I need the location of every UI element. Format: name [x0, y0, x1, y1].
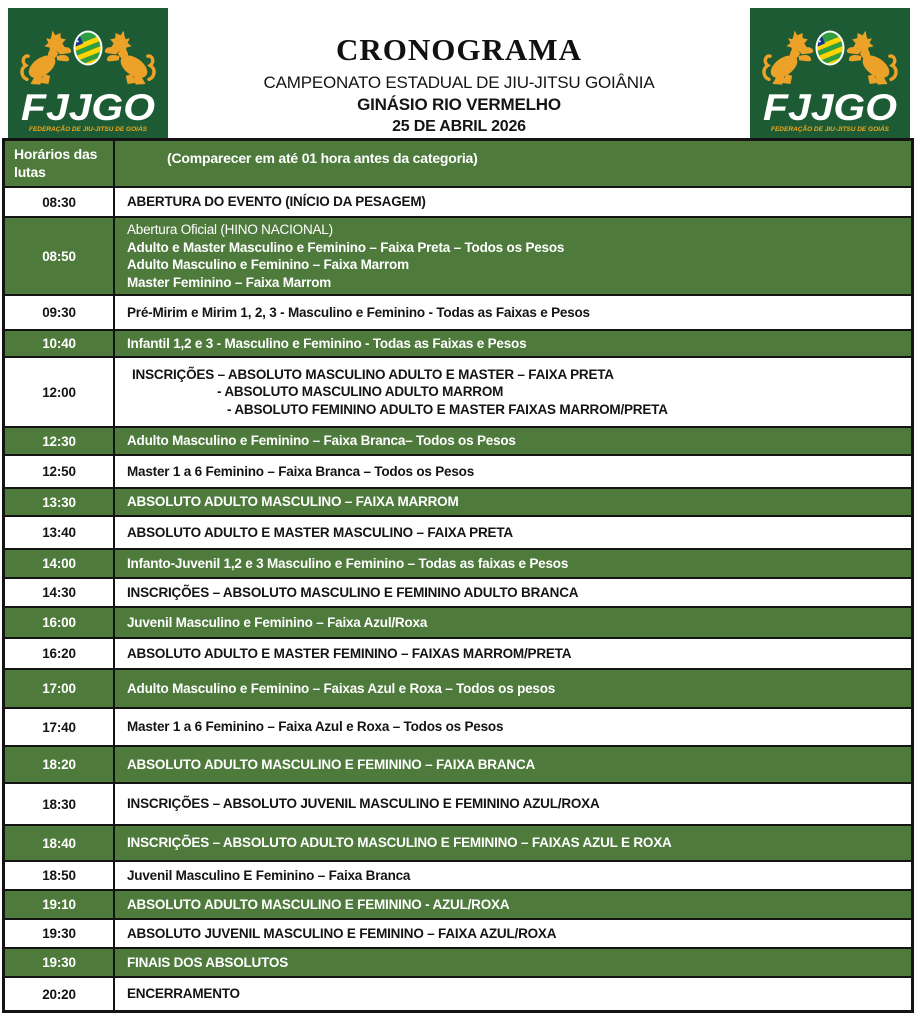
table-row — [5, 428, 911, 456]
event-cell — [115, 891, 911, 918]
event-text: ABSOLUTO JUVENIL MASCULINO E FEMININO – FAIXA AZUL/ROXA — [127, 925, 557, 941]
event-cell — [115, 428, 911, 454]
time-cell: 19:30 — [5, 920, 115, 947]
time-cell: 13:40 — [5, 517, 115, 548]
time-cell: 14:00 — [5, 550, 115, 577]
table-row — [5, 978, 911, 1010]
championship-subtitle: CAMPEONATO ESTADUAL DE JIU-JITSU GOIÂNIA — [263, 73, 655, 92]
note-column-header: (Comparecer em até 01 hora antes da categoria) — [167, 150, 478, 166]
event-cell — [115, 978, 911, 1010]
table-row — [5, 862, 911, 891]
event-text: Adulto Masculino e Feminino – Faixa Marrom — [127, 257, 409, 273]
event-cell — [115, 188, 911, 216]
event-cell — [115, 331, 911, 356]
event-cell — [115, 784, 911, 824]
table-row — [5, 949, 911, 978]
table-header-row — [5, 141, 911, 188]
event-cell — [115, 608, 911, 637]
table-row — [5, 296, 911, 331]
event-cell — [115, 670, 911, 707]
event-cell — [115, 517, 911, 548]
time-cell: 08:50 — [5, 218, 115, 294]
time-cell: 19:30 — [5, 949, 115, 976]
schedule-table — [2, 138, 914, 1013]
event-cell — [115, 456, 911, 487]
event-cell — [115, 920, 911, 947]
time-cell: 19:10 — [5, 891, 115, 918]
logo-federation-label: FEDERAÇÃO DE JIU-JITSU DE GOIÁS — [771, 126, 888, 133]
table-row — [5, 920, 911, 949]
table-row — [5, 188, 911, 218]
time-cell: 18:30 — [5, 784, 115, 824]
event-text: - ABSOLUTO MASCULINO ADULTO MARROM — [217, 384, 504, 400]
time-cell: 16:00 — [5, 608, 115, 637]
event-cell — [115, 550, 911, 577]
event-text: Infantil 1,2 e 3 - Masculino e Feminino - Todas as Faixas e Pesos — [127, 335, 527, 351]
event-text: ABERTURA DO EVENTO (INÍCIO DA PESAGEM) — [127, 194, 426, 210]
time-cell: 14:30 — [5, 579, 115, 606]
event-cell — [115, 358, 911, 426]
event-text: ABSOLUTO ADULTO MASCULINO – FAIXA MARROM — [127, 494, 459, 510]
table-row — [5, 218, 911, 296]
date-subtitle: 25 DE ABRIL 2026 — [392, 118, 526, 135]
event-text: Juvenil Masculino e Feminino – Faixa Azul/Roxa — [127, 614, 428, 630]
time-cell: 10:40 — [5, 331, 115, 356]
table-row — [5, 608, 911, 639]
event-text: ABSOLUTO ADULTO MASCULINO E FEMININO – FAIXA BRANCA — [127, 756, 536, 772]
fjjgo-logo-right — [750, 8, 910, 138]
logo-acronym: FJJGO — [21, 87, 156, 128]
document-header — [0, 0, 916, 135]
table-row — [5, 456, 911, 489]
fjjgo-logo-left — [8, 8, 168, 138]
time-cell: 18:50 — [5, 862, 115, 889]
event-text: - ABSOLUTO FEMININO ADULTO E MASTER FAIXAS MARROM/PRETA — [227, 401, 668, 417]
event-text: Master Feminino – Faixa Marrom — [127, 274, 332, 290]
event-text: ENCERRAMENTO — [127, 986, 240, 1002]
time-cell: 08:30 — [5, 188, 115, 216]
event-cell — [115, 296, 911, 329]
table-row — [5, 709, 911, 747]
table-row — [5, 784, 911, 826]
time-cell: 13:30 — [5, 489, 115, 515]
event-text: Master 1 a 6 Feminino – Faixa Azul e Roxa – Todos os Pesos — [127, 719, 504, 735]
event-cell — [115, 639, 911, 668]
table-row — [5, 891, 911, 920]
time-cell: 17:00 — [5, 670, 115, 707]
event-cell — [115, 218, 911, 294]
table-row — [5, 550, 911, 579]
event-text: Infanto-Juvenil 1,2 e 3 Masculino e Feminino – Todas as faixas e Pesos — [127, 555, 569, 571]
table-row — [5, 331, 911, 358]
title-block — [168, 8, 750, 136]
table-row — [5, 489, 911, 517]
event-text: INSCRIÇÕES – ABSOLUTO MASCULINO E FEMININO ADULTO BRANCA — [127, 584, 579, 600]
table-row — [5, 639, 911, 670]
event-text: FINAIS DOS ABSOLUTOS — [127, 954, 289, 970]
time-cell: 20:20 — [5, 978, 115, 1010]
event-cell — [115, 949, 911, 976]
event-cell — [115, 489, 911, 515]
event-cell — [115, 709, 911, 745]
event-text: Adulto Masculino e Feminino – Faixas Azul e Roxa – Todos os pesos — [127, 680, 556, 696]
table-row — [5, 747, 911, 784]
table-row — [5, 826, 911, 862]
event-text: Juvenil Masculino E Feminino – Faixa Branca — [127, 867, 411, 883]
time-cell: 18:20 — [5, 747, 115, 782]
event-text: Adulto e Master Masculino e Feminino – Faixa Preta – Todos os Pesos — [127, 239, 565, 255]
time-cell: 12:00 — [5, 358, 115, 426]
time-column-header: Horários das lutas — [5, 141, 115, 186]
event-text: INSCRIÇÕES – ABSOLUTO ADULTO MASCULINO E FEMININO – FAIXAS AZUL E ROXA — [127, 835, 672, 851]
event-text: Master 1 a 6 Feminino – Faixa Branca – Todos os Pesos — [127, 463, 475, 479]
table-row — [5, 670, 911, 709]
event-text: ABSOLUTO ADULTO E MASTER MASCULINO – FAIXA PRETA — [127, 524, 513, 540]
event-text: Pré-Mirim e Mirim 1, 2, 3 - Masculino e Feminino - Todas as Faixas e Pesos — [127, 304, 590, 320]
time-cell: 12:50 — [5, 456, 115, 487]
time-cell: 18:40 — [5, 826, 115, 860]
event-text: Abertura Oficial (HINO NACIONAL) — [127, 222, 333, 237]
event-text: ABSOLUTO ADULTO E MASTER FEMININO – FAIXAS MARROM/PRETA — [127, 645, 572, 661]
schedule-table-body — [5, 188, 911, 1010]
time-cell: 12:30 — [5, 428, 115, 454]
event-cell — [115, 579, 911, 606]
time-cell: 09:30 — [5, 296, 115, 329]
venue-subtitle: GINÁSIO RIO VERMELHO — [357, 95, 561, 114]
time-cell: 17:40 — [5, 709, 115, 745]
event-text: INSCRIÇÕES – ABSOLUTO MASCULINO ADULTO E MASTER – FAIXA PRETA — [132, 366, 614, 382]
event-text: Adulto Masculino e Feminino – Faixa Branca– Todos os Pesos — [127, 433, 516, 449]
logo-acronym: FJJGO — [763, 87, 898, 128]
logo-federation-label: FEDERAÇÃO DE JIU-JITSU DE GOIÁS — [29, 126, 146, 133]
time-cell: 16:20 — [5, 639, 115, 668]
event-cell — [115, 826, 911, 860]
table-row — [5, 517, 911, 550]
event-cell — [115, 862, 911, 889]
table-row — [5, 358, 911, 428]
event-text: ABSOLUTO ADULTO MASCULINO E FEMININO - AZUL/ROXA — [127, 896, 510, 912]
event-text: INSCRIÇÕES – ABSOLUTO JUVENIL MASCULINO E FEMININO AZUL/ROXA — [127, 796, 600, 812]
table-row — [5, 579, 911, 608]
event-cell — [115, 747, 911, 782]
page-title: CRONOGRAMA — [336, 32, 582, 67]
